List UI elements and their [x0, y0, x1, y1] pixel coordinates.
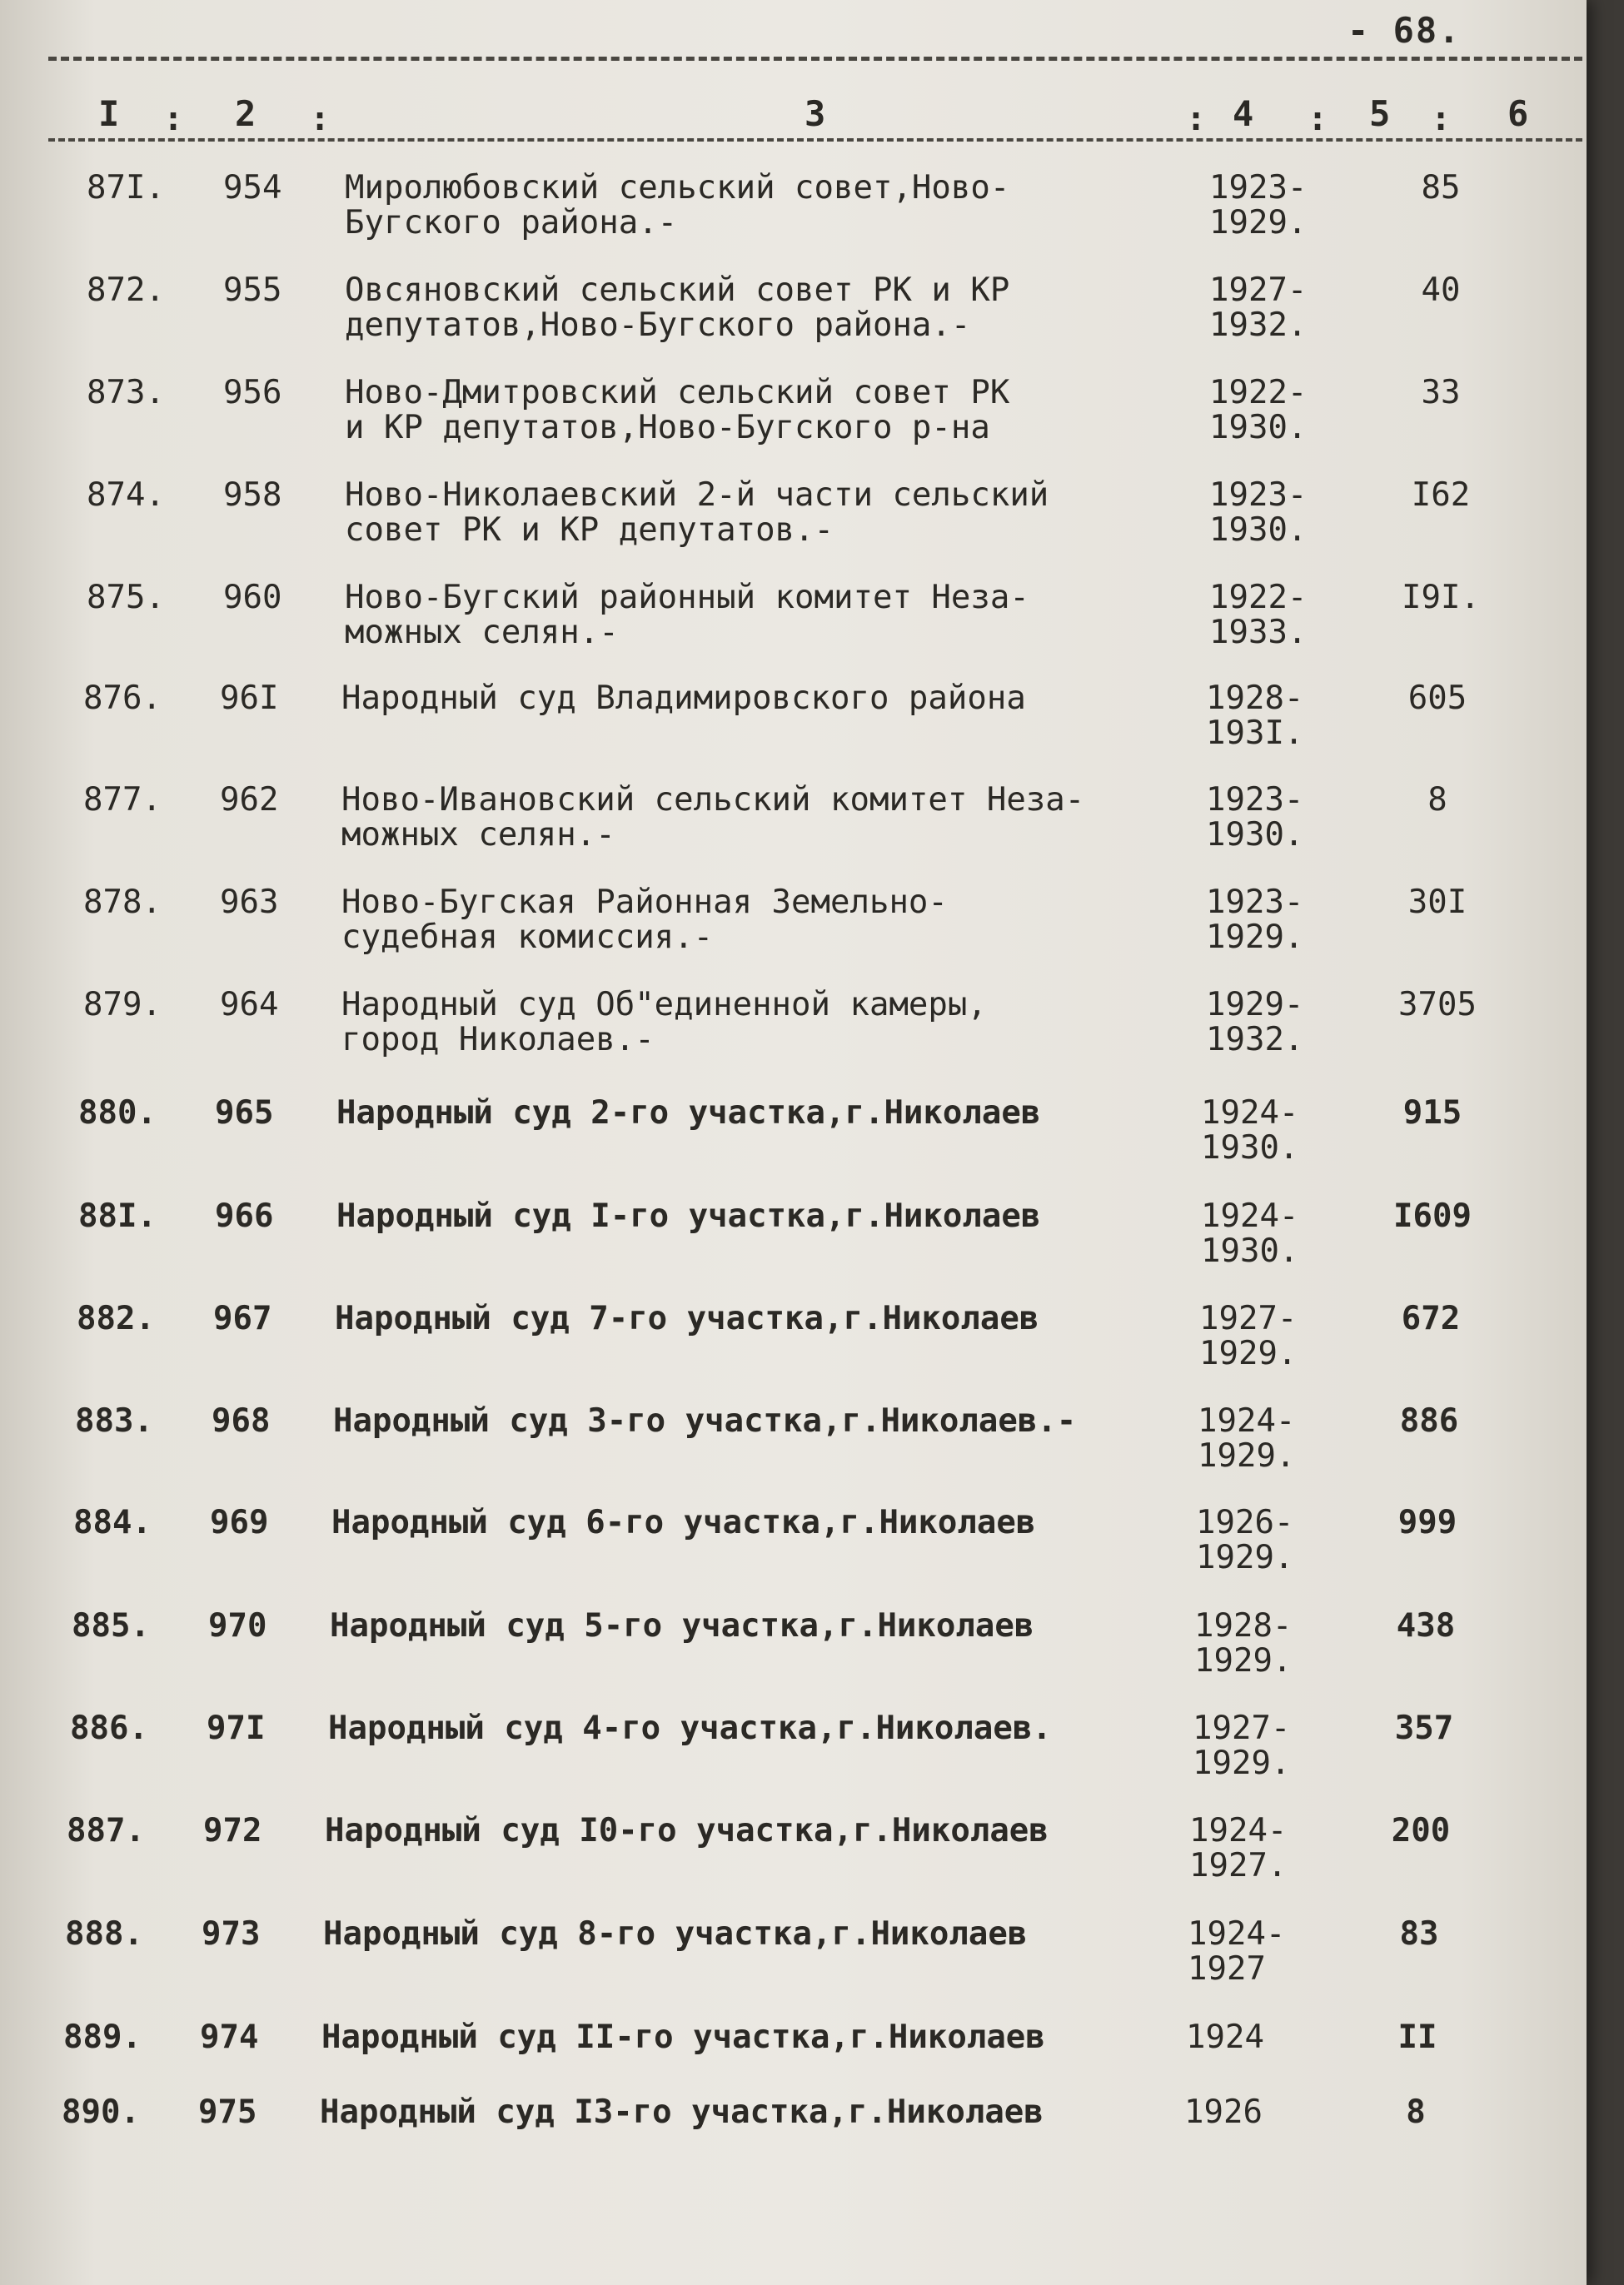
record-number: 890.	[62, 2093, 140, 2131]
file-count: 8	[1406, 2093, 1426, 2131]
record-row	[0, 478, 1587, 561]
year-end: 1930.	[1206, 816, 1304, 854]
year-start: 1928-	[1206, 680, 1304, 717]
year-start: 1927-	[1209, 271, 1308, 309]
column-header-3: 3	[805, 93, 826, 134]
year-end: 1927	[1188, 1950, 1266, 1988]
fund-number: 963	[220, 884, 279, 921]
fund-number: 967	[213, 1300, 272, 1337]
file-count: 40	[1421, 271, 1461, 309]
record-row	[0, 1711, 1570, 1795]
year-start: 1923-	[1209, 169, 1308, 207]
fund-number: 964	[220, 986, 279, 1023]
column-separator: :	[1308, 100, 1328, 138]
fund-number: 965	[215, 1094, 274, 1132]
file-count: 3705	[1398, 986, 1477, 1023]
year-end: 1930.	[1201, 1129, 1299, 1167]
column-header-1: I	[98, 93, 120, 134]
file-count: 85	[1421, 169, 1461, 207]
year-end: 1929.	[1199, 1335, 1298, 1372]
file-count: 886	[1399, 1402, 1459, 1440]
file-count: 8	[1427, 781, 1447, 819]
column-header-4: 4	[1233, 93, 1254, 134]
record-number: 886.	[70, 1710, 148, 1747]
fund-number: 968	[212, 1402, 271, 1440]
record-number: 875.	[87, 579, 165, 616]
fund-number: 956	[223, 374, 282, 411]
record-title: Народный суд 4-го участка,г.Николаев.	[328, 1710, 1052, 1747]
record-title-continued: совет РК и КР депутатов.-	[345, 511, 834, 549]
record-title-continued: Бугского района.-	[345, 204, 678, 241]
record-title: Ново-Бугский районный комитет Неза-	[345, 579, 1029, 616]
column-separator: :	[163, 100, 184, 138]
fund-number: 974	[200, 2019, 259, 2056]
fund-number: 954	[223, 169, 282, 207]
file-count: 438	[1396, 1607, 1456, 1645]
record-title: Народный суд I3-го участка,г.Николаев	[320, 2093, 1044, 2131]
year-end: 1929.	[1193, 1745, 1291, 1782]
file-count: 672	[1401, 1300, 1461, 1337]
record-row	[0, 1814, 1567, 1897]
record-title: Народный суд Об"единенной камеры,	[341, 986, 987, 1023]
year-start: 1922-	[1209, 579, 1308, 616]
record-number: 880.	[78, 1094, 157, 1132]
file-count: 200	[1391, 1812, 1451, 1849]
record-number: 878.	[83, 884, 162, 921]
record-number: 87I.	[87, 169, 165, 207]
record-row	[0, 1506, 1573, 1589]
record-row	[0, 1404, 1575, 1487]
year-end: 1929.	[1198, 1437, 1296, 1475]
column-header-6: 6	[1507, 93, 1529, 134]
record-title: Народный суд 5-го участка,г.Николаев	[330, 1607, 1034, 1645]
file-count: 83	[1399, 1915, 1439, 1953]
year-end: 1932.	[1209, 306, 1308, 344]
file-count: I9I.	[1402, 579, 1480, 616]
record-title: Народный суд 6-го участка,г.Николаев	[331, 1504, 1036, 1541]
record-title: Ново-Бугская Районная Земельно-	[341, 884, 948, 921]
fund-number: 962	[220, 781, 279, 819]
record-row	[0, 1199, 1578, 1282]
file-count: 33	[1421, 374, 1461, 411]
year-start: 1929-	[1206, 986, 1304, 1023]
fund-number: 972	[203, 1812, 262, 1849]
record-row	[0, 2020, 1563, 2103]
record-number: 883.	[75, 1402, 153, 1440]
record-row	[0, 1096, 1578, 1179]
year-end: 1929.	[1196, 1539, 1294, 1576]
record-row	[0, 376, 1587, 459]
year-end: 1930.	[1209, 409, 1308, 446]
record-title-continued: депутатов,Ново-Бугского района.-	[345, 306, 971, 344]
year-start: 1924-	[1201, 1197, 1299, 1235]
year-start: 1928-	[1194, 1607, 1293, 1645]
record-title: Народный суд 8-го участка,г.Николаев	[323, 1915, 1028, 1953]
record-title: Народный суд 2-го участка,г.Николаев	[336, 1094, 1041, 1132]
record-row	[0, 171, 1587, 254]
record-number: 885.	[72, 1607, 150, 1645]
record-title-continued: можных селян.-	[345, 614, 619, 651]
record-row	[0, 1609, 1572, 1692]
record-title: Овсяновский сельский совет РК и КР	[345, 271, 1010, 309]
record-number: 879.	[83, 986, 162, 1023]
record-number: 882.	[77, 1300, 155, 1337]
fund-number: 958	[223, 476, 282, 514]
fund-number: 966	[215, 1197, 274, 1235]
year-start: 1927-	[1193, 1710, 1291, 1747]
year-end: 1929.	[1206, 918, 1304, 956]
year-end: 1929.	[1194, 1642, 1293, 1680]
year-end: 1927.	[1189, 1847, 1288, 1884]
year-start: 1923-	[1206, 884, 1304, 921]
file-count: I609	[1393, 1197, 1472, 1235]
file-count: I62	[1411, 476, 1471, 514]
year-end: 1930.	[1201, 1232, 1299, 1270]
fund-number: 969	[210, 1504, 269, 1541]
record-row	[0, 273, 1587, 356]
record-number: 876.	[83, 680, 162, 717]
record-number: 88I.	[78, 1197, 157, 1235]
record-row	[0, 1917, 1565, 2000]
year-start: 1924-	[1198, 1402, 1296, 1440]
year-start: 1927-	[1199, 1300, 1298, 1337]
record-number: 888.	[65, 1915, 143, 1953]
column-separator: :	[1431, 100, 1452, 138]
record-title-continued: можных селян.-	[341, 816, 615, 854]
year-start: 1924-	[1201, 1094, 1299, 1132]
file-count: 915	[1402, 1094, 1462, 1132]
header-divider	[48, 138, 1582, 142]
record-row	[0, 783, 1583, 866]
page-number: - 68.	[1348, 10, 1462, 51]
record-number: 873.	[87, 374, 165, 411]
record-title: Народный суд I0-го участка,г.Николаев	[325, 1812, 1049, 1849]
year-end: 1932.	[1206, 1021, 1304, 1058]
year-end: 193I.	[1206, 714, 1304, 752]
file-count: 999	[1397, 1504, 1457, 1541]
record-number: 877.	[83, 781, 162, 819]
record-title: Ново-Николаевский 2-й части сельский	[345, 476, 1049, 514]
record-title-continued: судебная комиссия.-	[341, 918, 714, 956]
record-title-continued: и КР депутатов,Ново-Бугского р-на	[345, 409, 990, 446]
record-title: Народный суд Владимировского района	[341, 680, 1026, 717]
file-count: 357	[1394, 1710, 1454, 1747]
year-start: 1922-	[1209, 374, 1308, 411]
year-start: 1924-	[1189, 1812, 1288, 1849]
record-title: Народный суд II-го участка,г.Николаев	[321, 2019, 1045, 2056]
year-end: 1929.	[1209, 204, 1308, 241]
top-divider	[48, 57, 1582, 61]
year-start: 1926-	[1196, 1504, 1294, 1541]
column-separator: :	[310, 100, 331, 138]
record-row	[0, 885, 1583, 968]
record-title: Ново-Дмитровский сельский совет РК	[345, 374, 1010, 411]
year-start: 1926	[1184, 2093, 1263, 2131]
fund-number: 955	[223, 271, 282, 309]
file-count: 30I	[1407, 884, 1467, 921]
record-row	[0, 1302, 1577, 1385]
record-number: 889.	[63, 2019, 142, 2056]
record-number: 872.	[87, 271, 165, 309]
record-row	[0, 988, 1583, 1071]
record-number: 884.	[73, 1504, 152, 1541]
file-count: II	[1397, 2019, 1437, 2056]
fund-number: 975	[198, 2093, 257, 2131]
record-title: Ново-Ивановский сельский комитет Неза-	[341, 781, 1085, 819]
fund-number: 960	[223, 579, 282, 616]
year-start: 1924-	[1188, 1915, 1286, 1953]
record-row	[0, 681, 1583, 764]
column-header-5: 5	[1369, 93, 1391, 134]
record-title: Миролюбовский сельский совет,Ново-	[345, 169, 1010, 207]
year-start: 1923-	[1209, 476, 1308, 514]
column-header-2: 2	[235, 93, 257, 134]
file-count: 605	[1407, 680, 1467, 717]
year-start: 1924	[1186, 2019, 1264, 2056]
record-row	[0, 2095, 1562, 2178]
record-title-continued: город Николаев.-	[341, 1021, 655, 1058]
year-end: 1933.	[1209, 614, 1308, 651]
record-number: 874.	[87, 476, 165, 514]
fund-number: 970	[208, 1607, 267, 1645]
column-separator: :	[1186, 100, 1207, 138]
record-title: Народный суд 3-го участка,г.Николаев.-	[333, 1402, 1077, 1440]
record-title: Народный суд 7-го участка,г.Николаев	[335, 1300, 1039, 1337]
record-number: 887.	[67, 1812, 145, 1849]
fund-number: 96I	[220, 680, 279, 717]
year-end: 1930.	[1209, 511, 1308, 549]
fund-number: 97I	[207, 1710, 266, 1747]
record-row	[0, 580, 1587, 664]
fund-number: 973	[202, 1915, 261, 1953]
record-title: Народный суд I-го участка,г.Николаев	[336, 1197, 1041, 1235]
year-start: 1923-	[1206, 781, 1304, 819]
